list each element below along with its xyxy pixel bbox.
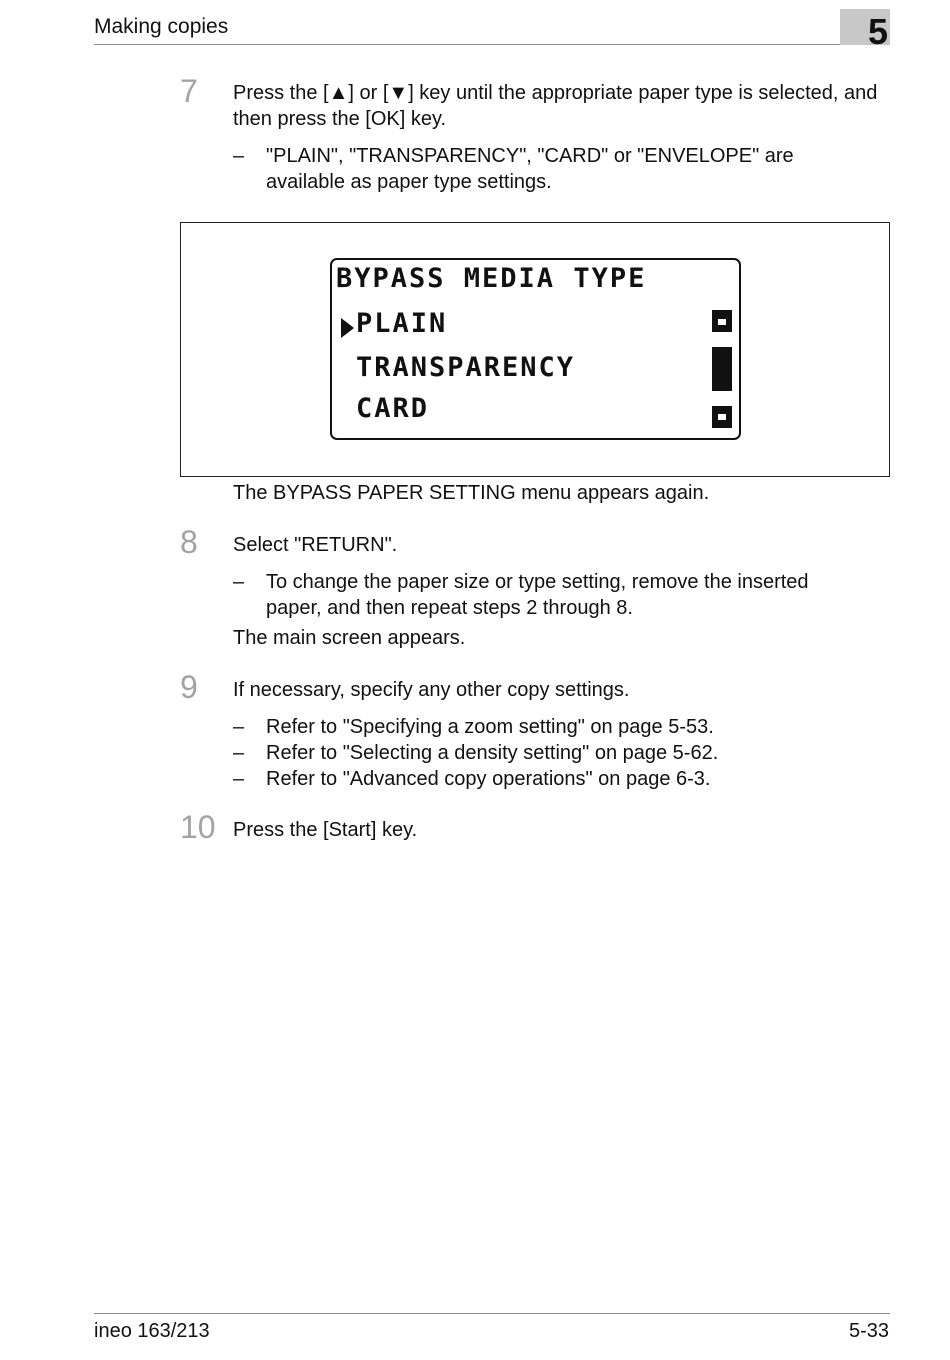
footer-divider [94,1313,890,1314]
bullet-text: paper, and then repeat steps 2 through 8. [266,597,633,619]
figure-caption-text: The BYPASS PAPER SETTING menu appears again. [233,482,710,504]
step-text: Select "RETURN". [233,534,398,556]
bullet-text: To change the paper size or type setting, remove the inserted [266,571,809,593]
selection-cursor-icon [341,318,354,338]
model-name: ineo 163/213 [94,1320,210,1342]
step-text: Press the [Start] key. [233,819,418,841]
step-number: 10 [180,809,216,845]
lcd-scrollbar [712,310,732,428]
reference-link-density[interactable]: Refer to "Selecting a density setting" on page 5-62. [266,742,719,764]
chapter-number: 5 [867,11,888,52]
lcd-menu-item-card[interactable]: CARD [356,393,430,424]
step-text: then press the [OK] key. [233,108,447,130]
bullet-dash: – [233,716,245,738]
lcd-title: BYPASS MEDIA TYPE [336,263,647,294]
result-text: The main screen appears. [233,627,466,649]
bullet-dash: – [233,742,245,764]
step-text: Press the [▲] or [▼] key until the appropriate paper type is selected, and [233,82,878,104]
lcd-menu-item-transparency[interactable]: TRANSPARENCY [356,352,576,383]
scroll-thumb [712,347,732,391]
bullet-text: available as paper type settings. [266,171,552,193]
section-title: Making copies [94,15,229,38]
reference-link-zoom[interactable]: Refer to "Specifying a zoom setting" on page 5-53. [266,716,714,738]
reference-link-advanced[interactable]: Refer to "Advanced copy operations" on page 6-3. [266,768,711,790]
bullet-dash: – [233,145,245,167]
step-number: 7 [180,73,198,109]
step-text: If necessary, specify any other copy settings. [233,679,630,701]
lcd-menu-item-plain[interactable]: PLAIN [356,308,448,339]
header-divider [94,44,890,45]
scroll-up-notch [718,319,726,325]
bullet-dash: – [233,768,245,790]
step-number: 8 [180,524,198,560]
page-number: 5-33 [848,1320,889,1342]
bullet-text: "PLAIN", "TRANSPARENCY", "CARD" or "ENVELOPE" are [266,145,794,167]
step-number: 9 [180,669,198,705]
bullet-dash: – [233,571,245,593]
scroll-down-notch [718,414,726,420]
